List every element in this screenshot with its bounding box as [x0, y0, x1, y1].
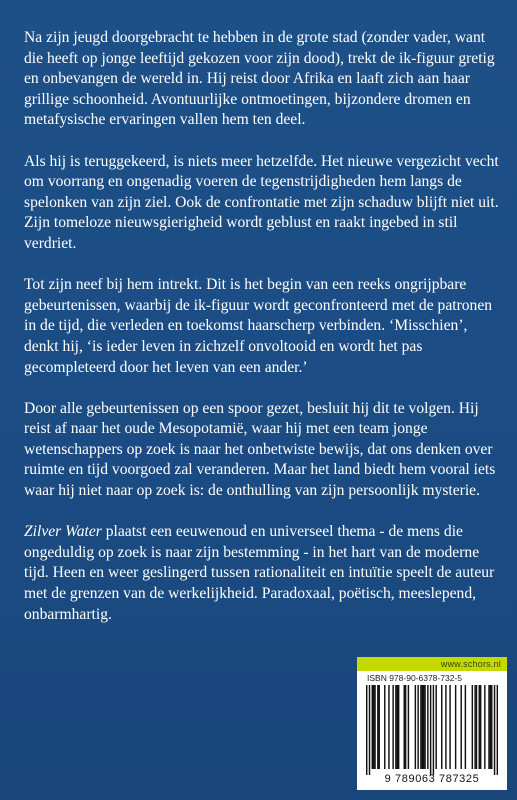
barcode-bar — [497, 685, 498, 775]
barcode-bar — [433, 685, 434, 775]
blurb-paragraph-4: Door alle gebeurtenissen op een spoor gezet, besluit hij dit te volgen. Hij reist af naar het oude Mesopotamië, waar hij met een team jonge wetenschappers op zoek is naar het onbetwiste bewijs, dat ons denken over ruimte en tijd voorgoed zal veranderen. Maar het land biedt hem vooral iets waar hij niet naar op zoek is: de onthulling van zijn persoonlijk mysterie. — [24, 399, 496, 500]
barcode-bar — [474, 685, 475, 769]
barcode-bar — [455, 685, 456, 769]
isbn-label: ISBN 978-90-6378-732-5 — [367, 673, 462, 683]
barcode-bar — [374, 685, 375, 769]
barcode-bar — [465, 685, 466, 769]
barcode-bar — [424, 685, 425, 769]
barcode-bar — [449, 685, 450, 769]
barcode-bar — [373, 685, 374, 769]
barcode-bar — [398, 685, 399, 769]
barcode-bar — [377, 685, 378, 769]
barcode-bar — [369, 685, 370, 775]
barcode-bar — [395, 685, 396, 769]
website-text: www.schors.nl — [440, 659, 501, 669]
barcode-bar — [430, 685, 431, 775]
barcode-bar — [408, 685, 409, 769]
barcode-bar — [479, 685, 480, 769]
website-strip — [357, 657, 507, 671]
barcode-bar — [422, 685, 423, 769]
barcode-bar — [460, 685, 461, 769]
barcode-bar — [472, 685, 473, 769]
barcode-bar — [420, 685, 421, 769]
blurb-paragraph-3: Tot zijn neef bij hem intrekt. Dit is het begin van een reeks ongrijpbare gebeurtenissen, waarbij de ik-figuur wordt geconfronteerd met de patronen in de tijd, die verleden en toekomst haarscherp verbinden. ‘Misschien’, denkt hij, ‘is ieder leven in zichzelf onvoltooid en wordt het pas gecompleteerd door het leven van een ander.’ — [24, 276, 493, 376]
blurb-paragraph-5-text: plaatst een eeuwenoud en universeel thema - de mens die ongeduldig op zoek is naar zijn bestemming - in het hart van de moderne tijd. Heen en weer geslingerd tussen rationaliteit en intuïtie speelt de auteur met de grenzen van de werkelijkheid. Paradoxaal, poëtisch, meeslepend, onbarmhartig. — [24, 523, 495, 623]
barcode-bar — [484, 685, 485, 769]
barcode-bar — [480, 685, 481, 769]
barcode-bar — [415, 685, 416, 769]
barcode-bar — [435, 685, 436, 769]
barcode-bar — [441, 685, 442, 769]
barcode-bar — [494, 685, 495, 775]
barcode-bar — [417, 685, 418, 769]
barcode-bar — [427, 685, 428, 769]
barcode-bar — [490, 685, 491, 769]
barcode-bar — [423, 685, 424, 769]
barcode-bar — [476, 685, 477, 769]
barcode-graphic — [366, 685, 498, 775]
barcode-bar — [397, 685, 398, 769]
blurb-text — [24, 28, 502, 646]
barcode-bar — [388, 685, 389, 769]
barcode-box — [357, 657, 507, 790]
barcode-bar — [405, 685, 406, 769]
blurb-paragraph-1: Na zijn jeugd doorgebracht te hebben in de grote stad (zonder vader, want die heeft op jonge leeftijd gekozen voor zijn dood), trekt de ik-figuur gretig en onbevangen de wereld in. Hij reist door Afrika en laaft zich aan haar grillige schoonheid. Avontuurlijke ontmoetingen, bijzondere dromen en metafysische ervaringen vallen hem ten deel. — [24, 29, 495, 129]
barcode-bar — [372, 685, 373, 769]
barcode-bar — [488, 685, 489, 769]
blurb-paragraph-2: Als hij is teruggekeerd, is niets meer hetzelfde. Het nieuwe vergezicht vecht om voorrang en ongenadig voeren de tegenstrijdigheden hem langs de spelonken van zijn ziel. Ook de confrontatie met zijn schaduw blijft niet uit. Zijn tomeloze nieuwsgierigheid wordt geblust en raakt ingebed in stil verdriet. — [24, 152, 499, 252]
barcode-bar — [392, 685, 393, 769]
barcode-bar — [379, 685, 380, 769]
barcode-bar — [384, 685, 385, 769]
book-title: Zilver Water — [24, 523, 102, 541]
barcode-number: 9 789063 787325 — [384, 773, 480, 785]
barcode-bar — [404, 685, 405, 769]
barcode-bar — [366, 685, 367, 775]
barcode-bar — [491, 685, 492, 769]
blurb-paragraph-5 — [24, 522, 502, 625]
barcode-bar — [445, 685, 446, 769]
